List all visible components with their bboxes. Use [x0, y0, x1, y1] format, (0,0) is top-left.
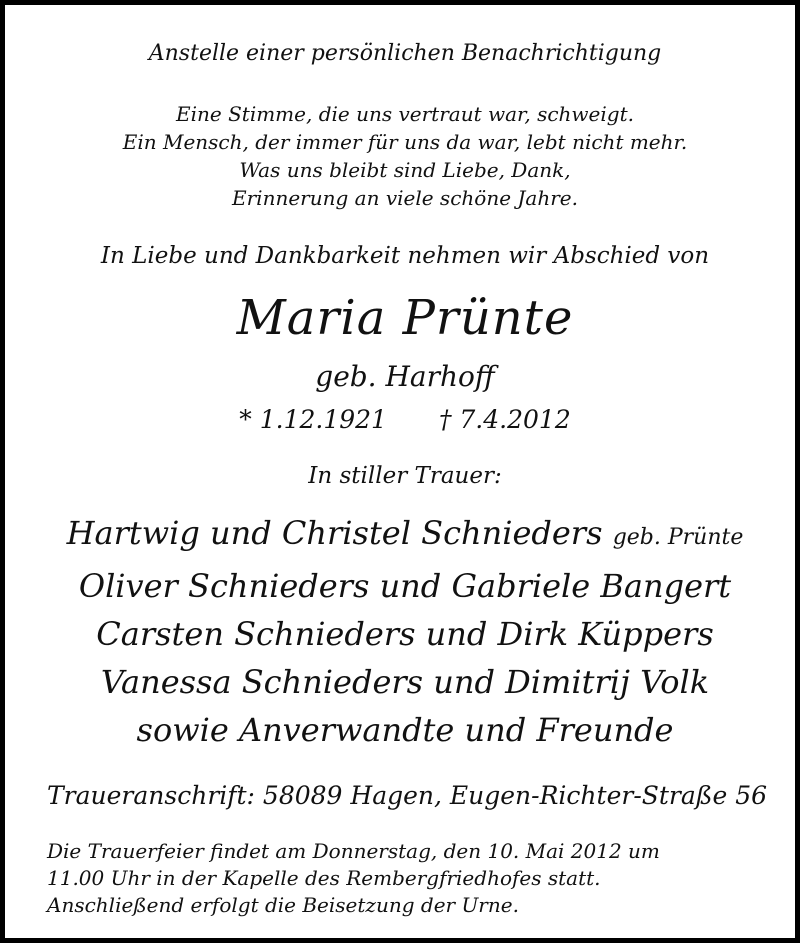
- mourning-label: In stiller Trauer:: [308, 463, 502, 489]
- mourner-row: sowie Anverwandte und Freunde: [136, 711, 674, 749]
- funeral-service-info: [47, 838, 767, 919]
- mourners-list: [5, 509, 800, 754]
- mourning-address: Traueranschrift: 58089 Hagen, Eugen-Richter-Straße 56: [47, 781, 768, 810]
- mourner-row: [5, 509, 800, 562]
- life-dates: [5, 405, 800, 434]
- mourner-row: Vanessa Schnieders und Dimitrij Volk: [100, 663, 710, 701]
- poem-line: Eine Stimme, die uns vertraut war, schweigt.: [176, 102, 634, 126]
- service-line: Die Trauerfeier findet am Donnerstag, den 10. Mai 2012 um: [47, 839, 660, 863]
- mourner-row: Carsten Schnieders und Dirk Küppers: [96, 615, 714, 653]
- service-line: 11.00 Uhr in der Kapelle des Rembergfriedhofes statt.: [47, 866, 601, 890]
- poem: [5, 100, 800, 212]
- birth-date: * 1.12.1921: [239, 405, 387, 434]
- intro-line: Anstelle einer persönlichen Benachrichtigung: [148, 41, 662, 66]
- poem-line: Was uns bleibt sind Liebe, Dank,: [239, 158, 571, 182]
- poem-line: Ein Mensch, der immer für uns da war, lebt nicht mehr.: [122, 130, 688, 154]
- birth-name: geb. Harhoff: [315, 360, 495, 393]
- farewell-line: In Liebe und Dankbarkeit nehmen wir Abschied von: [100, 243, 710, 269]
- death-date: † 7.4.2012: [438, 405, 571, 434]
- mourner-note: geb. Prünte: [612, 525, 744, 550]
- deceased-name: Maria Prünte: [236, 290, 574, 346]
- service-line: Anschließend erfolgt die Beisetzung der Urne.: [47, 893, 519, 917]
- poem-line: Erinnerung an viele schöne Jahre.: [232, 186, 578, 210]
- mourner-row: Oliver Schnieders und Gabriele Bangert: [78, 567, 732, 605]
- mourner-name: Hartwig und Christel Schnieders: [66, 514, 603, 552]
